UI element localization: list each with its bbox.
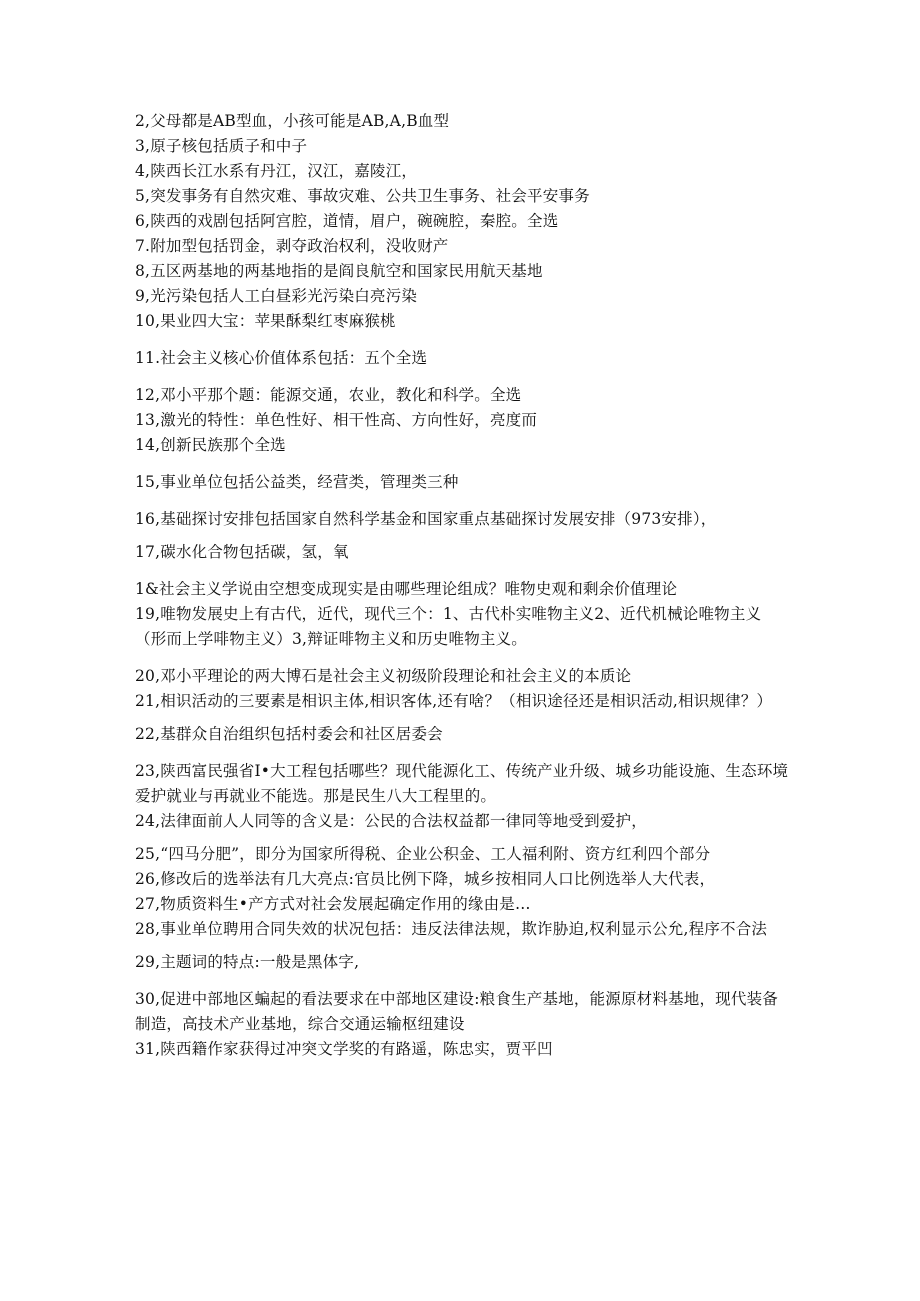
list-item: 10,果业四大宝：苹果酥梨红枣麻猴桃 — [135, 312, 396, 330]
list-item: 24,法律面前人人同等的含义是：公民的合法权益都一律同等地受到爱护， — [135, 812, 647, 830]
list-item: 16,基础探讨安排包括国家自然科学基金和国家重点基础探讨发展安排（973安排）， — [135, 510, 717, 528]
list-item: 17,碳水化合物包括碳，氢，氧 — [135, 543, 349, 561]
list-item: 19,唯物发展史上有古代，近代，现代三个：1、古代朴实唯物主义2、近代机械论唯物主义（形而上学啡物主义）3,辩证啡物主义和历史唯物主义。 — [135, 605, 762, 648]
list-item: 5,突发事务有自然灾难、事故灾难、公共卫生事务、社会平安事务 — [135, 187, 590, 205]
list-item: 29,主题词的特点:一般是黑体字, — [135, 953, 360, 971]
list-item: 13,激光的特性：单色性好、相干性高、方向性好，亮度而 — [135, 411, 538, 429]
document-body — [135, 109, 790, 1062]
list-item: 27,物质资料生•产方式对社会发展起确定作用的缘由是… — [135, 895, 531, 913]
list-item: 23,陕西富民强省I•大工程包括哪些？现代能源化工、传统产业升级、城乡功能设施、生态环境爱护就业与再就业不能选。那是民生八大工程里的。 — [135, 762, 789, 805]
list-item: 31,陕西籍作家获得过冲突文学奖的有路遥，陈忠实，贾平凹 — [135, 1040, 553, 1058]
list-item: 1&社会主义学说由空想变成现实是由哪些理论组成？唯物史观和剩余价值理论 — [135, 580, 678, 598]
list-item: 2,父母都是AB型血，小孩可能是AB,A,B血型 — [135, 112, 450, 130]
list-item: 14,创新民族那个全选 — [135, 436, 286, 454]
list-item: 6,陕西的戏剧包括阿宫腔，道情，眉户，碗碗腔，秦腔。全选 — [135, 212, 559, 230]
list-item: 9,光污染包括人工白昼彩光污染白亮污染 — [135, 287, 418, 305]
list-item: 8,五区两基地的两基地指的是阎良航空和国家民用航天基地 — [135, 262, 543, 280]
list-item: 11.社会主义核心价值体系包括：五个全选 — [135, 349, 428, 367]
list-item: 25,“四马分肥”，即分为国家所得税、企业公积金、工人福利附、资方红利四个部分 — [135, 845, 711, 863]
list-item: 7.附加型包括罚金，剥夺政治权利，没收财产 — [135, 237, 449, 255]
list-item: 30,促进中部地区蝙起的看法要求在中部地区建设:粮食生产基地，能源原材料基地，现代装备制造，高技术产业基地，综合交通运输枢纽建设 — [135, 990, 778, 1033]
list-item: 21,相识活动的三要素是相识主体,相识客体,还有啥？（相识途径还是相识活动,相识规律？） — [135, 692, 773, 710]
list-item: 12,邓小平那个题：能源交通，农业，教化和科学。全选 — [135, 386, 522, 404]
list-item: 20,邓小平理论的两大博石是社会主义初级阶段理论和社会主义的本质论 — [135, 667, 632, 685]
list-item: 22,基群众自治组织包括村委会和社区居委会 — [135, 725, 443, 743]
list-item: 4,陕西长江水系有丹江，汉江，嘉陵江， — [135, 162, 418, 180]
list-item: 3,原子核包括质子和中子 — [135, 137, 308, 155]
list-item: 26,修改后的选举法有几大亮点:官员比例下降，城乡按相同人口比例选举人大代表， — [135, 870, 716, 888]
list-item: 28,事业单位聘用合同失效的状况包括：违反法律法规，欺诈胁迫,权利显示公允,程序不合法 — [135, 920, 768, 938]
list-item: 15,事业单位包括公益类，经营类，管理类三种 — [135, 473, 459, 491]
